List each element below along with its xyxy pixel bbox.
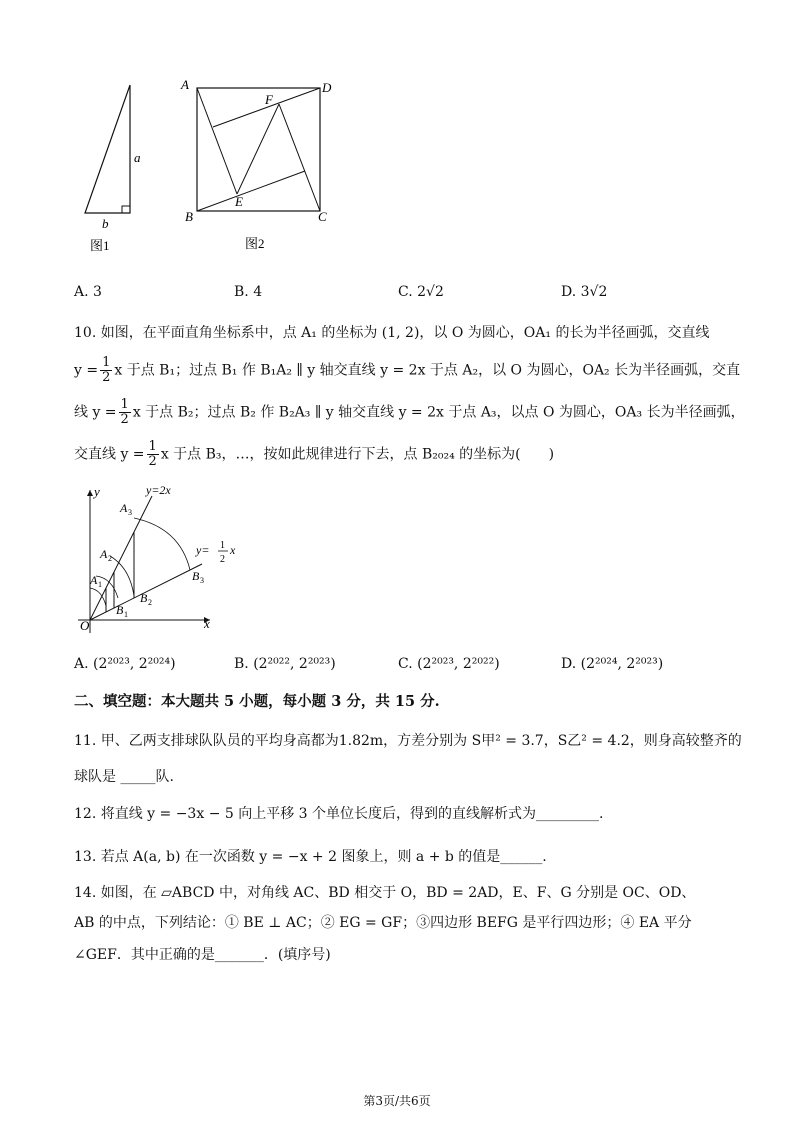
svg-text:A: A: [100, 547, 108, 561]
q14-line2: AB 的中点，下列结论：① BE ⊥ AC；② EG = GF；③四边形 BEFG 是平行四边形；④ EA 平分: [74, 915, 692, 931]
q11-line2: 球队是 _____队.: [74, 769, 174, 785]
svg-text:3: 3: [128, 508, 132, 517]
svg-text:2: 2: [220, 554, 225, 565]
q13: 13. 若点 A(a, b) 在一次函数 y = −x + 2 图象上，则 a + b 的值是______.: [74, 849, 547, 865]
svg-text:B: B: [140, 591, 148, 605]
q10-line2: y = $\frac{1}{2}$ x 于点 B₁；过点 B₁ 作 B₁A₂ ∥ y 轴交直线 y = 2x 于点 A₂，以 O 为圆心，OA₂ 长为半径画弧，交直: [74, 355, 741, 385]
right-angle-mark: [122, 206, 130, 213]
fig1-caption: 图1: [90, 238, 110, 253]
figure-1: [70, 80, 170, 260]
q14-line1: 14. 如图，在 ▱ABCD 中，对角线 AC、BD 相交于 O，BD = 2AD，E、F、G 分别是 OC、OD、: [74, 885, 696, 901]
q14-line3: ∠GEF．其中正确的是_______．(填序号): [74, 947, 331, 963]
square-ABCD: [197, 88, 320, 211]
svg-text:2: 2: [148, 598, 152, 607]
q10-line3: 线 y = $\frac{1}{2}$ x 于点 B₂；过点 B₂ 作 B₂A₃ ∥ y 轴交直线 y = 2x 于点 A₃，以点 O 为圆心，OA₃ 长为半径画弧，: [74, 397, 745, 427]
q10-option-c[interactable]: C. (2²⁰²³, 2²⁰²²): [398, 656, 500, 672]
q10-option-a[interactable]: A. (2²⁰²³, 2²⁰²⁴): [74, 656, 176, 672]
svg-text:B: B: [185, 209, 193, 224]
q10-option-b[interactable]: B. (2²⁰²², 2²⁰²³): [234, 656, 336, 672]
svg-text:A: A: [120, 501, 128, 515]
svg-text:3: 3: [200, 576, 204, 585]
q10-line4: 交直线 y = $\frac{1}{2}$ x 于点 B₃，…，按如此规律进行下去，点 B₂₀₂₄ 的坐标为( ): [74, 439, 555, 469]
svg-text:y=2x: y=2x: [146, 483, 171, 497]
svg-text:y: y: [94, 484, 100, 499]
svg-text:A: A: [90, 573, 98, 587]
svg-text:1: 1: [124, 610, 128, 619]
svg-text:1: 1: [98, 580, 102, 589]
label-b: b: [102, 216, 109, 231]
svg-text:y=: y=: [196, 543, 210, 557]
svg-text:2: 2: [108, 554, 112, 563]
q10-graph: [70, 478, 260, 638]
q11-line1: 11. 甲、乙两支排球队队员的平均身高都为1.82m，方差分别为 S甲² = 3.7，S乙² = 4.2，则身高较整齐的: [74, 733, 742, 749]
figure-2: [175, 75, 345, 260]
svg-text:C: C: [318, 209, 327, 224]
svg-text:x: x: [204, 616, 210, 631]
svg-text:E: E: [235, 194, 243, 209]
svg-text:B: B: [116, 603, 124, 617]
svg-text:O: O: [80, 618, 90, 633]
svg-text:B: B: [192, 569, 200, 583]
svg-text:D: D: [322, 80, 332, 95]
triangle-shape: [85, 85, 130, 213]
svg-text:F: F: [265, 92, 273, 107]
svg-text:A: A: [181, 77, 189, 92]
q12: 12. 将直线 y = −3x − 5 向上平移 3 个单位长度后，得到的直线解析式为_________.: [74, 806, 604, 822]
label-a: a: [134, 150, 141, 165]
svg-text:x: x: [230, 543, 236, 557]
q9-option-b[interactable]: B. 4: [234, 284, 263, 300]
fig2-caption: 图2: [245, 236, 265, 251]
q9-option-d[interactable]: D. 3√2: [561, 284, 608, 300]
section-heading: 二、填空题：本大题共 5 小题，每小题 3 分，共 15 分.: [74, 693, 440, 710]
q9-option-c[interactable]: C. 2√2: [398, 284, 444, 300]
page-footer: 第3页/共6页: [363, 1094, 431, 1108]
svg-text:1: 1: [220, 540, 225, 551]
q10-option-d[interactable]: D. (2²⁰²⁴, 2²⁰²³): [561, 656, 664, 672]
q10-line1: 10. 如图，在平面直角坐标系中，点 A₁ 的坐标为 (1, 2)，以 O 为圆心，OA₁ 的长为半径画弧，交直线: [74, 325, 710, 341]
q9-option-a[interactable]: A. 3: [74, 284, 102, 300]
